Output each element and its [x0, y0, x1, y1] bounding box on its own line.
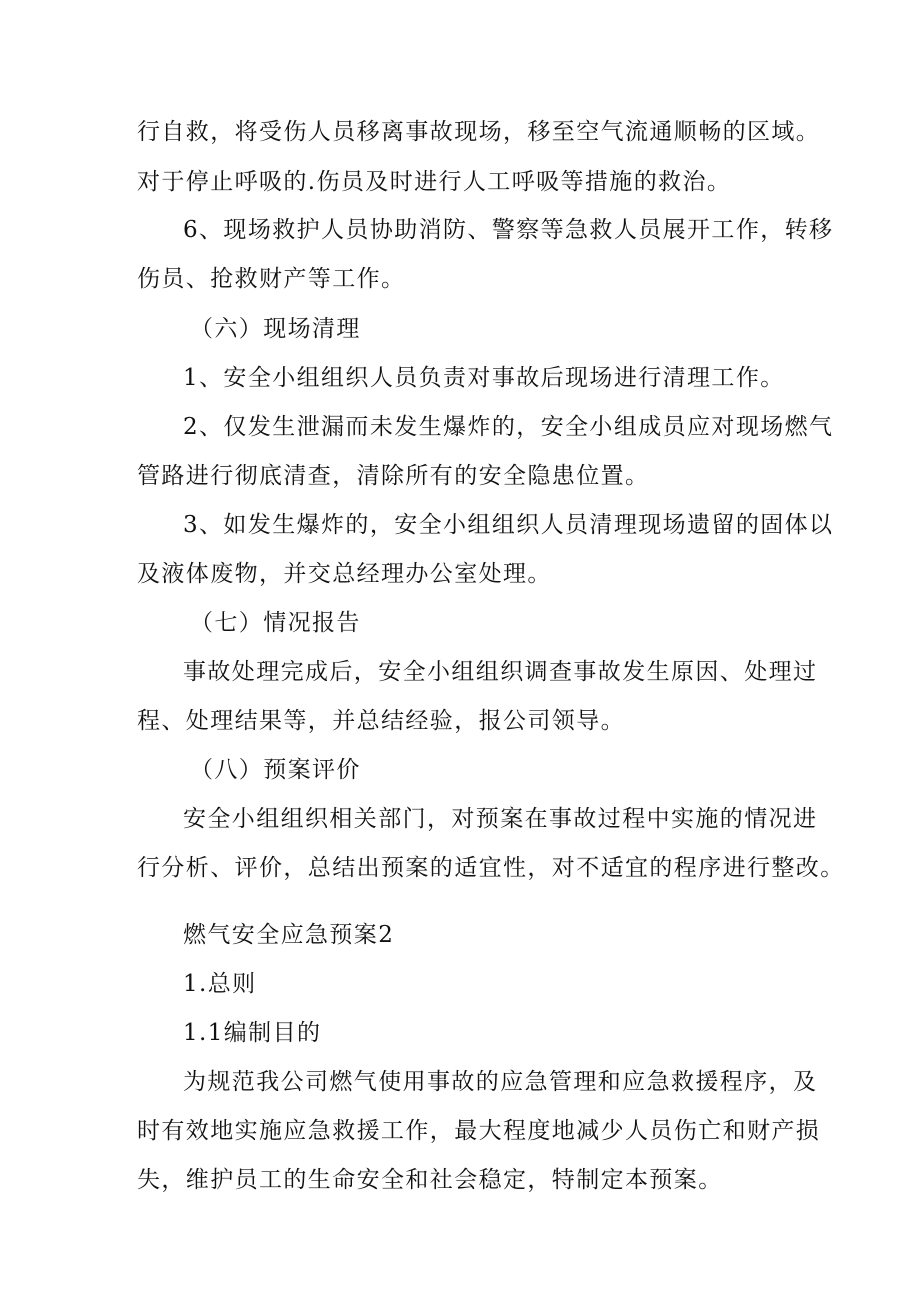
- paragraph-line: 行自救，将受伤人员移离事故现场，移至空气流通顺畅的区域。: [137, 119, 821, 145]
- paragraph-line: 失，维护员工的生命安全和社会稳定，特制定本预案。: [137, 1167, 723, 1193]
- paragraph-line: 6、现场救护人员协助消防、警察等急救人员展开工作，转移: [183, 217, 834, 243]
- paragraph-line: 时有效地实施应急救援工作，最大程度地减少人员伤亡和财产损: [137, 1118, 821, 1144]
- paragraph-line: 事故处理完成后，安全小组组织调查事故发生原因、处理过: [183, 659, 818, 685]
- paragraph-line: 行分析、评价，总结出预案的适宜性，对不适宜的程序进行整改。: [137, 855, 845, 881]
- section-heading: （七）情况报告: [190, 610, 361, 636]
- section-heading: 1.总则: [183, 971, 257, 997]
- section-heading: （六）现场清理: [190, 316, 361, 342]
- paragraph-line: 3、如发生爆炸的，安全小组组织人员清理现场遗留的固体以: [183, 512, 834, 538]
- section-heading: （八）预案评价: [190, 757, 361, 783]
- section-heading: 1.1编制目的: [183, 1020, 322, 1046]
- paragraph-line: 管路进行彻底清查，清除所有的安全隐患位置。: [137, 463, 650, 489]
- paragraph-line: 为规范我公司燃气使用事故的应急管理和应急救援程序，及: [183, 1069, 818, 1095]
- paragraph-line: 对于停止呼吸的.伤员及时进行人工呼吸等措施的救治。: [137, 169, 732, 195]
- paragraph-line: 伤员、抢救财产等工作。: [137, 266, 406, 292]
- paragraph-line: 程、处理结果等，并总结经验，报公司领导。: [137, 708, 625, 734]
- document-title: 燃气安全应急预案2: [183, 922, 395, 948]
- paragraph-line: 2、仅发生泄漏而未发生爆炸的，安全小组成员应对现场燃气: [183, 414, 834, 440]
- paragraph-line: 1、安全小组组织人员负责对事故后现场进行清理工作。: [183, 365, 785, 391]
- paragraph-line: 及液体废物，并交总经理办公室处理。: [137, 561, 552, 587]
- paragraph-line: 安全小组组织相关部门，对预案在事故过程中实施的情况进: [183, 806, 818, 832]
